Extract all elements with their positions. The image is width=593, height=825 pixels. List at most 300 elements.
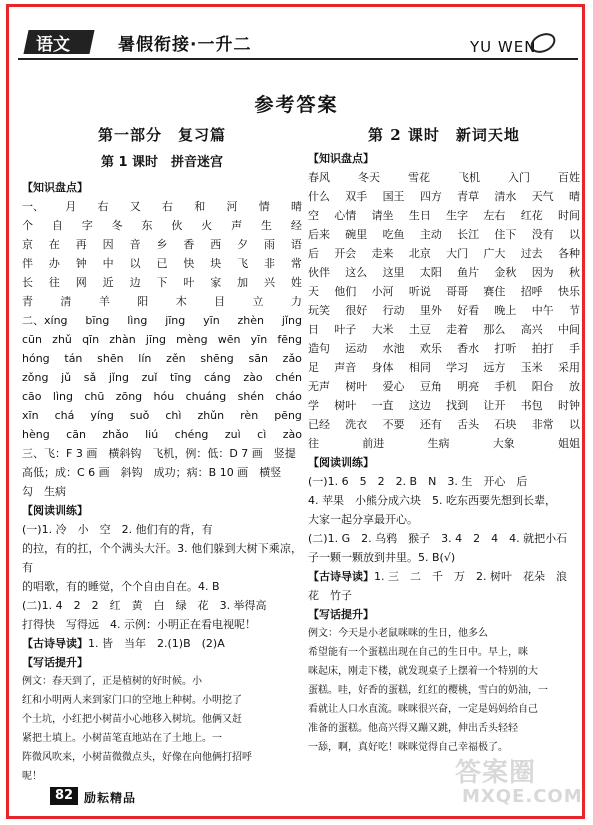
subject-logo: 语文 <box>36 35 70 55</box>
grid-cell: 兴 <box>264 276 276 289</box>
grid-cell: 空 <box>308 209 319 222</box>
grid-row <box>308 396 580 415</box>
grid-cell: 那么 <box>483 323 506 336</box>
grid-cell: cūn <box>22 333 42 346</box>
grid-cell: 二、xíng <box>22 314 68 327</box>
grid-cell: 百姓 <box>558 171 580 184</box>
grid-cell: 姓 <box>290 276 302 289</box>
grid-cell: 音 <box>129 238 141 251</box>
grid-cell: liú <box>145 428 159 441</box>
grid-cell: 入门 <box>508 171 530 184</box>
section-tag: 【古诗导读】 <box>22 637 88 650</box>
grid-cell: mèng <box>176 333 208 346</box>
grid-cell: tán <box>64 352 83 365</box>
grid-cell: 明亮 <box>457 380 480 393</box>
grid-cell: 块 <box>210 257 222 270</box>
pinyin-grid <box>22 311 302 444</box>
grid-cell: 没有 <box>531 228 554 241</box>
grid-cell: 雨 <box>264 238 276 251</box>
text-line: (二)1. G 2. 乌鸦 猴子 3. 4 2 4 4. 就把小石 <box>308 532 568 545</box>
section-tag: 【知识盘点】 <box>308 152 374 165</box>
text-line: 一舔，啊，真好吃！咪咪觉得自己幸福极了。 <box>308 742 508 753</box>
grid-row <box>308 282 580 301</box>
grid-cell: 时钟 <box>557 399 580 412</box>
lesson-title: 第 1 课时 拼音迷宫 <box>100 155 224 170</box>
grid-cell: 长 <box>22 276 33 289</box>
grid-cell: cáng <box>203 371 231 384</box>
section-tag: 【写话提升】 <box>308 608 374 621</box>
grid-cell: 玩笑 <box>308 304 330 317</box>
grid-cell: 冬天 <box>358 171 380 184</box>
text-line: 呢！ <box>22 771 42 782</box>
grid-cell: zōng <box>115 390 143 403</box>
grid-cell: 生病 <box>427 437 450 450</box>
grid-cell: chū <box>84 390 105 403</box>
grid-cell: 什么 <box>308 190 330 203</box>
grid-row <box>308 320 580 339</box>
text-line: 看就让人口水直流。咪咪很兴奋，一定是妈妈给自己 <box>308 704 538 715</box>
grid-cell: 打听 <box>494 342 517 355</box>
grid-cell: 节 <box>568 304 580 317</box>
text-line: 勾 生病 <box>22 485 66 498</box>
grid-cell: 香水 <box>457 342 480 355</box>
grid-cell: 已经 <box>308 418 330 431</box>
grid-cell: zǎo <box>282 352 302 365</box>
grid-row <box>22 216 302 235</box>
grid-cell: hóu <box>153 390 175 403</box>
right-column <box>308 118 580 757</box>
grid-cell: chì <box>165 409 182 422</box>
grid-cell: 让开 <box>483 399 506 412</box>
grid-cell: 这里 <box>382 266 405 279</box>
grid-cell: 中间 <box>557 323 580 336</box>
grid-cell: 红花 <box>520 209 543 222</box>
grid-cell: 右 <box>162 200 173 213</box>
grid-cell: xīn <box>22 409 39 422</box>
grid-cell: 鱼片 <box>457 266 480 279</box>
reading-part-1 <box>22 520 302 596</box>
grid-cell: zào <box>243 371 263 384</box>
grid-row <box>308 434 580 453</box>
brand-name: 励耘精品 <box>84 791 137 805</box>
header-rule <box>18 58 578 60</box>
grid-cell: 冬 <box>111 219 123 232</box>
grid-row <box>22 425 302 444</box>
grid-cell: 相同 <box>408 361 431 374</box>
grid-cell: 哥哥 <box>446 285 469 298</box>
grid-cell: chéng <box>174 428 209 441</box>
grid-cell: 学习 <box>446 361 469 374</box>
grid-row <box>22 406 302 425</box>
grid-cell: 豆角 <box>419 380 442 393</box>
grid-cell: zhǔn <box>197 409 225 422</box>
grid-row <box>308 377 580 396</box>
grid-cell: 一、 <box>22 200 44 213</box>
grid-cell: 日 <box>308 323 319 336</box>
grid-row <box>22 311 302 330</box>
grid-cell: 四方 <box>419 190 442 203</box>
grid-cell: jǐng <box>281 314 302 327</box>
grid-cell: 伴 <box>22 257 33 270</box>
grid-cell: 大门 <box>446 247 469 260</box>
grid-row <box>308 244 580 263</box>
grid-cell: 以 <box>568 418 580 431</box>
grid-cell: shén <box>237 390 265 403</box>
grid-cell: 加 <box>237 276 249 289</box>
grid-cell: 往 <box>48 276 60 289</box>
page-title: 参考答案 <box>254 94 339 116</box>
grid-cell: 快乐 <box>557 285 580 298</box>
text-line: 紧把土填上。小树苗笔直地站在了土地上。一 <box>22 733 222 744</box>
grid-cell: 清 <box>60 295 72 308</box>
grid-cell: 玉米 <box>520 361 543 374</box>
grid-cell: 这边 <box>408 399 431 412</box>
grid-row <box>22 387 302 406</box>
grid-cell: 吃鱼 <box>382 228 405 241</box>
grid-cell: hèng <box>22 428 50 441</box>
grid-cell: 手机 <box>494 380 517 393</box>
grid-cell: zhǔ <box>52 333 72 346</box>
grid-cell: zhǎo <box>102 428 129 441</box>
poem-answer: 1. 三 二 千 万 2. 树叶 花朵 浪 花 竹子 <box>308 570 578 602</box>
grid-cell: lìng <box>127 314 148 327</box>
word-grid <box>308 168 580 453</box>
grid-cell: sǎ <box>83 371 97 384</box>
grid-cell: 非 <box>264 257 276 270</box>
writing-sample <box>22 672 302 786</box>
grid-cell: sān <box>248 352 268 365</box>
text-line: 红和小明两人来到家门口的空地上种树。小明挖了 <box>22 695 242 706</box>
grid-cell: 各种 <box>557 247 580 260</box>
grid-cell: 生 <box>261 219 272 232</box>
grid-cell: pēng <box>274 409 302 422</box>
grid-cell: 土豆 <box>408 323 431 336</box>
grid-cell: 力 <box>290 295 302 308</box>
grid-cell: 很好 <box>345 304 368 317</box>
grid-cell: 语 <box>290 238 302 251</box>
grid-cell: 金秋 <box>494 266 517 279</box>
grid-cell: zào <box>282 428 302 441</box>
grid-cell: wēn <box>217 333 241 346</box>
section-tag: 【阅读训练】 <box>22 504 88 517</box>
grid-cell: yīn <box>203 314 220 327</box>
grid-cell: 这么 <box>345 266 368 279</box>
grid-row <box>308 358 580 377</box>
grid-cell: yíng <box>90 409 114 422</box>
grid-cell: 广大 <box>483 247 506 260</box>
text-line: 的唱歌，有的睡觉，个个自由自在。4. B <box>22 580 220 593</box>
grid-cell: 听说 <box>408 285 431 298</box>
grid-cell: zěn <box>166 352 186 365</box>
grid-cell: jǔ <box>61 371 72 384</box>
grid-cell: shēn <box>97 352 124 365</box>
grid-cell: cì <box>257 428 267 441</box>
grid-cell: 好看 <box>457 304 480 317</box>
grid-cell: 太阳 <box>419 266 442 279</box>
char-grid <box>22 197 302 311</box>
grid-row <box>308 339 580 358</box>
grid-cell: yīn <box>250 333 268 346</box>
grid-row <box>22 273 302 292</box>
grid-cell: 姐姐 <box>558 437 580 450</box>
grid-cell: 还有 <box>419 418 442 431</box>
grid-cell: 石块 <box>494 418 517 431</box>
text-line: (一)1. 6 5 2 2. B N 3. 生 开心 后 <box>308 475 528 488</box>
subject-english: YU WEN <box>470 38 537 56</box>
text-line: 打得快 写得远 4. 示例：小明正在看电视呢！ <box>22 618 256 631</box>
grid-cell: 家 <box>210 276 222 289</box>
grid-cell: 因为 <box>531 266 554 279</box>
text-line: 阵微风吹来，小树苗微微点头，好像在向他俩打招呼 <box>22 752 252 763</box>
section-tag: 【知识盘点】 <box>22 181 88 194</box>
grid-cell: 已 <box>156 257 168 270</box>
grid-cell: 一直 <box>371 399 394 412</box>
grid-cell: 造句 <box>308 342 330 355</box>
grid-cell: 双手 <box>345 190 368 203</box>
grid-cell: 前进 <box>362 437 385 450</box>
question-3 <box>22 444 302 501</box>
grid-row <box>22 197 302 216</box>
grid-cell: lìng <box>52 390 73 403</box>
grid-cell: 夕 <box>237 238 249 251</box>
grid-row <box>22 330 302 349</box>
grid-cell: 拍打 <box>531 342 554 355</box>
reading-part-1 <box>308 472 580 529</box>
grid-cell: 叶子 <box>334 323 357 336</box>
grid-row <box>22 368 302 387</box>
grid-cell: zuì <box>224 428 241 441</box>
grid-cell: rèn <box>240 409 259 422</box>
grid-cell: 国王 <box>382 190 405 203</box>
text-line: 准备的蛋糕。他高兴得又蹦又跳，伸出舌头轻轻 <box>308 723 518 734</box>
grid-cell: 走来 <box>371 247 394 260</box>
grid-row <box>308 206 580 225</box>
grid-cell: cān <box>66 428 86 441</box>
reading-section <box>22 501 302 634</box>
left-column <box>22 118 302 786</box>
grid-cell: jīng <box>165 314 186 327</box>
grid-cell: 找到 <box>446 399 469 412</box>
grid-cell: suǒ <box>129 409 150 422</box>
grid-cell: hóng <box>22 352 50 365</box>
grid-cell: 生字 <box>446 209 469 222</box>
text-line: 例文：春天到了，正是植树的好时候。小 <box>22 676 202 687</box>
series-title: 暑假衔接·一升二 <box>118 35 252 55</box>
grid-cell: 无声 <box>308 380 330 393</box>
grid-cell: 快 <box>183 257 195 270</box>
grid-cell: 采用 <box>557 361 580 374</box>
grid-cell: 时间 <box>557 209 580 222</box>
grid-cell: 羊 <box>98 295 110 308</box>
grid-cell: 后 <box>308 247 319 260</box>
watermark-url: MXQE.COM <box>462 786 583 807</box>
grid-cell: chén <box>275 371 302 384</box>
reading-part-2 <box>308 529 580 567</box>
grid-cell: 伙伴 <box>308 266 330 279</box>
grid-cell: 住下 <box>494 228 517 241</box>
grid-cell: chá <box>54 409 75 422</box>
grid-cell: 大象 <box>492 437 515 450</box>
text-line: 例文：今天是小老鼠咪咪的生日，他多么 <box>308 628 488 639</box>
text-line: 大家一起分享最开心。 <box>308 513 418 526</box>
grid-cell: 再 <box>75 238 87 251</box>
text-line: 个土坑，小红把小树苗小心地移入树坑。他俩又赶 <box>22 714 242 725</box>
grid-cell: lín <box>138 352 152 365</box>
grid-cell: 远方 <box>483 361 506 374</box>
page-number: 82 <box>50 787 78 805</box>
grid-cell: 不要 <box>382 418 405 431</box>
part-title: 第一部分 复习篇 <box>97 126 226 144</box>
grid-cell: 主动 <box>419 228 442 241</box>
writing-section <box>308 605 580 757</box>
text-line: 蛋糕。哇，好香的蛋糕，红红的樱桃，雪白的奶油，一 <box>308 685 548 696</box>
poem-section <box>308 567 580 605</box>
grid-cell: jǐng <box>108 371 129 384</box>
grid-cell: 雪花 <box>408 171 430 184</box>
knowledge-section <box>308 149 580 453</box>
grid-cell: 因 <box>102 238 114 251</box>
grid-row <box>308 187 580 206</box>
grid-row <box>22 292 302 311</box>
grid-cell: 行动 <box>382 304 405 317</box>
grid-cell: 欢乐 <box>419 342 442 355</box>
text-line: 4. 苹果 小熊分成六块 5. 吃东西要先想到长辈， <box>308 494 556 507</box>
grid-cell: 东 <box>141 219 153 232</box>
grid-cell: 飞 <box>237 257 249 270</box>
section-tag: 【阅读训练】 <box>308 456 374 469</box>
grid-cell: 后来 <box>308 228 330 241</box>
grid-cell: 小河 <box>371 285 394 298</box>
grid-cell: cháo <box>275 390 302 403</box>
grid-cell: 近 <box>102 276 114 289</box>
grid-cell: 高兴 <box>520 323 543 336</box>
reading-part-2 <box>22 596 302 634</box>
grid-cell: 天气 <box>531 190 554 203</box>
grid-cell: 赛住 <box>483 285 506 298</box>
grid-cell: cāo <box>22 390 42 403</box>
grid-cell: 下 <box>156 276 168 289</box>
grid-cell: 心情 <box>334 209 357 222</box>
grid-cell: 青草 <box>457 190 480 203</box>
section-tag: 【写话提升】 <box>22 656 88 669</box>
grid-cell: 立 <box>252 295 264 308</box>
reading-section <box>308 453 580 567</box>
grid-cell: 开会 <box>334 247 357 260</box>
grid-cell: 天 <box>308 285 319 298</box>
grid-cell: 洗衣 <box>345 418 368 431</box>
grid-cell: 晚上 <box>494 304 517 317</box>
grid-cell: 钟 <box>75 257 87 270</box>
grid-cell: 字 <box>81 219 93 232</box>
grid-cell: shēng <box>200 352 234 365</box>
grid-cell: 舌头 <box>457 418 480 431</box>
grid-cell: 京 <box>22 238 33 251</box>
grid-cell: 声音 <box>334 361 357 374</box>
grid-cell: qīn <box>82 333 100 346</box>
text-line: 希望能有一个蛋糕出现在自己的生日中。早上，咪 <box>308 647 528 658</box>
grid-cell: 青 <box>22 295 33 308</box>
grid-cell: zuǐ <box>141 371 158 384</box>
grid-cell: 伙 <box>171 219 183 232</box>
grid-cell: 足 <box>308 361 319 374</box>
text-line: 咪起床，刚走下楼，就发现桌子上摆着一个特别的大 <box>308 666 538 677</box>
grid-cell: 招呼 <box>520 285 543 298</box>
grid-cell: 网 <box>75 276 87 289</box>
grid-cell: 走着 <box>446 323 469 336</box>
grid-cell: 春风 <box>308 171 330 184</box>
grid-cell: 边 <box>129 276 141 289</box>
grid-cell: 木 <box>175 295 187 308</box>
grid-cell: 长江 <box>457 228 480 241</box>
grid-cell: 河 <box>226 200 238 213</box>
grid-cell: 阳 <box>137 295 149 308</box>
grid-cell: 非常 <box>531 418 554 431</box>
grid-cell: 请坐 <box>371 209 394 222</box>
grid-cell: 左右 <box>483 209 506 222</box>
grid-cell: 目 <box>214 295 226 308</box>
grid-cell: 常 <box>290 257 302 270</box>
grid-row <box>22 254 302 273</box>
grid-cell: 晴 <box>568 190 580 203</box>
grid-cell: zǒng <box>22 371 49 384</box>
grid-cell: 办 <box>48 257 60 270</box>
grid-cell: 又 <box>129 200 141 213</box>
writing-sample <box>308 624 580 757</box>
grid-cell: 叶 <box>183 276 195 289</box>
grid-cell: 中 <box>102 257 114 270</box>
grid-cell: 晴 <box>291 200 302 213</box>
grid-cell: 运动 <box>345 342 368 355</box>
grid-cell: chuáng <box>185 390 227 403</box>
knowledge-section <box>22 178 302 311</box>
grid-cell: 身体 <box>371 361 394 374</box>
grid-cell: 以 <box>568 228 580 241</box>
grid-cell: 月 <box>65 200 77 213</box>
text-line: 高低；成：C 6 画 斜钩 成功；病：B 10 画 横竖 <box>22 466 282 479</box>
grid-row <box>308 263 580 282</box>
grid-cell: 个 <box>22 219 33 232</box>
text-line: 子一颗一颗放到井里。5. B(√) <box>308 551 456 564</box>
writing-section <box>22 653 302 786</box>
grid-cell: 声 <box>231 219 243 232</box>
text-line: (二)1. 4 2 2 红 黄 白 绿 花 3. 举得高 <box>22 599 267 612</box>
grid-cell: zhàn <box>109 333 136 346</box>
grid-cell: 右 <box>97 200 109 213</box>
grid-cell: 以 <box>129 257 141 270</box>
grid-cell: bīng <box>85 314 110 327</box>
grid-row <box>308 301 580 320</box>
grid-cell: 学 <box>308 399 319 412</box>
grid-cell: 树叶 <box>334 399 357 412</box>
poem-section <box>22 634 302 653</box>
grid-cell: 清水 <box>494 190 517 203</box>
grid-cell: 在 <box>48 238 60 251</box>
grid-cell: tīng <box>170 371 192 384</box>
grid-cell: 大米 <box>371 323 394 336</box>
grid-row <box>22 349 302 368</box>
grid-cell: 放 <box>568 380 580 393</box>
grid-cell: 生日 <box>408 209 431 222</box>
grid-row <box>308 225 580 244</box>
grid-cell: 往 <box>308 437 319 450</box>
grid-cell: 经 <box>290 219 302 232</box>
lesson-title: 第 2 课时 新词天地 <box>368 126 520 144</box>
grid-cell: 他们 <box>334 285 357 298</box>
grid-cell: jīng <box>145 333 166 346</box>
grid-cell: 北京 <box>408 247 431 260</box>
text-line: (一)1. 冷 小 空 2. 他们有的背，有 <box>22 523 213 536</box>
grid-cell: 阳台 <box>531 380 554 393</box>
